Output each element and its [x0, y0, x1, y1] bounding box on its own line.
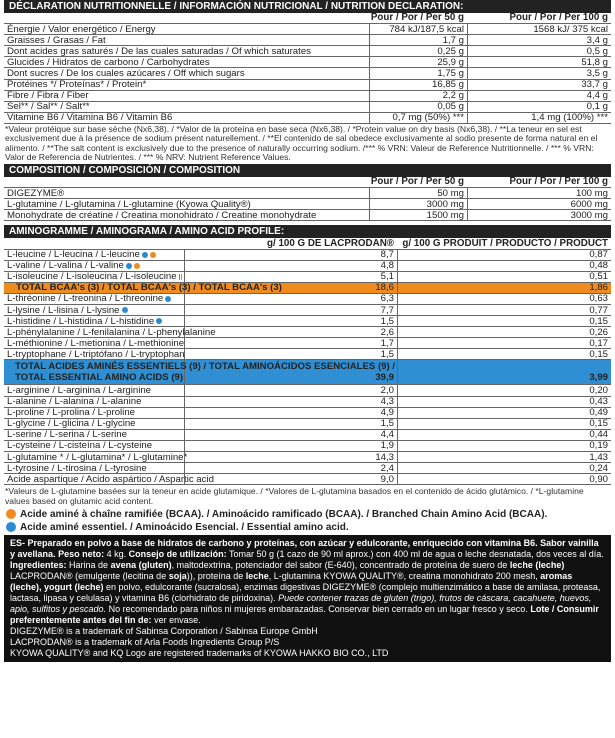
amino-row-label: L-proline / L-prolina / L-proline: [4, 408, 184, 419]
nutrition-footnote: *Valeur protéique sur base sèche (Nx6,38). / *Valor de la proteína en base seca (Nx6,38). / *Protein value on dry basis (Nx6,38). / **La teneur en sel est exclusivement due à la présence de sodium présent naturellement. / **El contenido de sal obedece exclusivamente al sodio presente de forma natural en el alimento. / **The salt content is exclusively due to the presence of naturally occurring sodium. /*** % VRN: Valeur de Reference Nutritionnelle. / *** % VRN: Valor de Referencia de Nutrientes. / *** % NRV: Nutrient Reference Values.: [5, 123, 598, 162]
composition-row-value-2: 100 mg: [467, 188, 611, 199]
amino-row-value-2: 0,15: [397, 419, 611, 430]
amino-row-value-1: 4,8: [184, 261, 397, 272]
amino-row-label: L-serine / L-serina / L-serine: [4, 430, 184, 441]
amino-row-label: L-phénylalanine / L-fenilalanina / L-phenylalanine: [4, 327, 184, 338]
nutrition-row-value-2: 1568 kJ/ 375 kcal: [467, 24, 611, 35]
product-description: ES- Preparado en polvo a base de hidratos de carbono y proteínas, con azúcar y edulcorante, enriquecido con vitamina B6. Sabor vainilla y avellana. Peso neto: 4 kg. Consejo de utilización: Tomar 50 g (1 cazo de 90 ml aprox.) con 400 ml de agua o leche desnatada, dos veces al día. Ingredientes: Harina de avena (gluten), maltodextrina, potenciador del sabor (E-640), concentrado de proteína de suero de leche (leche) LACPRODAN® (emulgente (lecitina de soja)), proteína de leche, L-glutamina KYOWA QUALITY®, creatina monohidrato 200 mesh, aromas (leche), yogurt (leche) en polvo, edulcorante (sucralosa), enzimas digestivas DIGEZYME® (complejo multienzimático a base de amilasa, proteasa, lactasa, lipasa y celulasa) y vitamina B6 (clorhidrato de piridoxina). Puede contener trazas de gluten (trigo), frutos de cáscara, cacahuete, huevos, apio, sulfitos y pescado. No recomendado para niños ni mujeres embarazadas. Conservar bien cerrado en un lugar fresco y seco. Lote / Consumir preferentemente antes del fin de: ver envase. DIGEZYME® is a trademark of Sabinsa Corporation / Sabinsa Europe GmbH LACPRODAN® is a trademark of Arla Foods Ingredients Group P/S KYOWA QUALITY® and KQ Logo are registered trademarks of KYOWA HAKKO BIO CO., LTD: [4, 535, 611, 662]
amino-row-value-1: 4,4: [184, 430, 397, 441]
amino-row-value-2: 1,43: [397, 452, 611, 463]
composition-row-label: DIGEZYME®: [4, 188, 369, 199]
amino-col2-header: g/ 100 G PRODUIT / PRODUCTO / PRODUCT: [397, 238, 611, 249]
composition-row-label: L-glutamine / L-glutamina / L-glutamine (Kyowa Quality®): [4, 199, 369, 210]
trademark-lacprodan: LACPRODAN® is a trademark of Arla Foods Ingredients Group P/S: [10, 636, 280, 647]
amino-row-value-1: 4,9: [184, 408, 397, 419]
nutrition-table: [4, 13, 611, 124]
amino-row-label: L-cysteine / L-cisteína / L-cysteine: [4, 441, 184, 452]
nutrition-row-label: Glucides / Hidratos de carbono / Carbohydrates: [4, 57, 369, 68]
composition-header-blank: [4, 177, 369, 188]
nutrition-row-value-1: 0,05 g: [369, 102, 467, 113]
amino-row-value-1: 1,7: [184, 338, 397, 349]
amino-row-value-2: 0,44: [397, 430, 611, 441]
blue-dot-icon: [165, 296, 171, 302]
amino-row-label: TOTAL BCAA's (3) / TOTAL BCAA's (3) / TOTAL BCAA's (3): [4, 283, 184, 294]
nutrition-header-blank: [4, 13, 369, 24]
nutrition-row-value-1: 2,2 g: [369, 91, 467, 102]
blue-dot-icon: [122, 307, 128, 313]
amino-row-value-1: 2,4: [184, 463, 397, 474]
nutrition-row-value-2: 33,7 g: [467, 80, 611, 91]
nutrition-row-value-2: 4,4 g: [467, 91, 611, 102]
blue-dot-icon: [126, 263, 132, 269]
amino-row-value-2: 0,17: [397, 338, 611, 349]
amino-row-value-2: 0,15: [397, 316, 611, 327]
amino-row-value-1: 7,7: [184, 305, 397, 316]
amino-row-label: L-méthionine / L-metionina / L-methionine: [4, 338, 184, 349]
amino-total-essential-label: TOTAL ACIDES AMINÉS ESSENTIELS (9) / TOTAL AMINOÁCIDOS ESENCIALES (9) / TOTAL ESSENTIAL AMINO ACIDS (9): [4, 360, 184, 385]
amino-row-label: L-lysine / L-lisina / L-lysine: [4, 305, 184, 316]
legend-essential-text: Acide aminé essentiel. / Aminoácido Esencial. / Essential amino acid.: [20, 521, 349, 533]
composition-col2-header: Pour / Por / Per 100 g: [467, 177, 611, 188]
trademark-digezyme: DIGEZYME® is a trademark of Sabinsa Corporation / Sabinsa Europe GmbH: [10, 625, 318, 636]
nutrition-row-value-2: 3,5 g: [467, 68, 611, 79]
amino-row-value-2: 0,63: [397, 294, 611, 305]
orange-dot-icon: [134, 263, 140, 269]
composition-row-value-2: 3000 mg: [467, 210, 611, 221]
nutrition-row-value-1: 25,9 g: [369, 57, 467, 68]
nutrition-row-value-1: 784 kJ/187,5 kcal: [369, 24, 467, 35]
amino-row-label: L-arginine / L-arginina / L-arginine: [4, 385, 184, 396]
amino-row-value-1: 1,9: [184, 441, 397, 452]
blue-dot-icon: [142, 252, 148, 258]
amino-row-label: L-tyrosine / L-tirosina / L-tyrosine: [4, 463, 184, 474]
amino-row-value-2: 0,48: [397, 261, 611, 272]
nutrition-row-value-1: 16,85 g: [369, 80, 467, 91]
amino-row-value-2: 0,26: [397, 327, 611, 338]
amino-row-label: L-glutamine * / L-glutamina* / L-glutamine*: [4, 452, 184, 463]
nutrition-row-label: Fibre / Fibra / Fiber: [4, 91, 369, 102]
composition-row-label: Monohydrate de créatine / Creatina monohidrato / Creatine monohydrate: [4, 210, 369, 221]
amino-row-label: L-histidine / L-histidina / L-histidine: [4, 316, 184, 327]
nutrition-row-label: Énergie / Valor energético / Energy: [4, 24, 369, 35]
nutrition-row-label: Graisses / Grasas / Fat: [4, 35, 369, 46]
amino-row-value-1: 2,0: [184, 385, 397, 396]
legend-essential: [4, 521, 611, 534]
amino-row-label: L-thréonine / L-treonina / L-threonine: [4, 294, 184, 305]
amino-row-value-2: 0,87: [397, 250, 611, 261]
amino-col1-header: g/ 100 G DE LACPRODAN®: [184, 238, 397, 249]
amino-row-value-2: 0,49: [397, 408, 611, 419]
nutrition-row-value-1: 1,7 g: [369, 35, 467, 46]
composition-col1-header: Pour / Por / Per 50 g: [369, 177, 467, 188]
amino-row-value-1: 1,5: [184, 316, 397, 327]
amino-row-value-2: 0,20: [397, 385, 611, 396]
composition-table: [4, 177, 611, 221]
amino-row-label: L-tryptophane / L-triptófano / L-tryptophan: [4, 349, 184, 360]
nutrition-row-value-1: 0,25 g: [369, 46, 467, 57]
legend-bcaa: [4, 508, 611, 521]
nutrition-row-value-2: 3,4 g: [467, 35, 611, 46]
nutrition-row-label: Dont sucres / De los cuales azúcares / Off which sugars: [4, 68, 369, 79]
amino-row-label: L-glycine / L-glicina / L-glycine: [4, 419, 184, 430]
nutrition-row-label: Protéines */ Proteínas* / Protein*: [4, 80, 369, 91]
amino-header-blank: [4, 238, 184, 249]
amino-row-value-1: 9,0: [184, 474, 397, 485]
amino-row-value-2: 0,24: [397, 463, 611, 474]
nutrition-row-label: Dont acides gras saturés / De las cuales saturadas / Of which saturates: [4, 46, 369, 57]
amino-row-label: L-leucine / L-leucina / L-leucine: [4, 250, 184, 261]
orange-dot-icon: [6, 509, 16, 519]
amino-row-value-1: 1,5: [184, 349, 397, 360]
amino-row-value-2: 0,15: [397, 349, 611, 360]
amino-row-value-1: 14,3: [184, 452, 397, 463]
nutrition-row-value-2: 1,4 mg (100%) ***: [467, 113, 611, 124]
amino-row-value-2: 3,99: [397, 360, 611, 385]
amino-row-value-2: 0,51: [397, 272, 611, 283]
nutrition-row-label: Vitamine B6 / Vitamina B6 / Vitamin B6: [4, 113, 369, 124]
amino-row-value-1: 18,6: [184, 283, 397, 294]
composition-row-value-1: 3000 mg: [369, 199, 467, 210]
amino-row-label: L-alanine / L-alanina / L-alanine: [4, 397, 184, 408]
amino-row-value-1: 8,7: [184, 250, 397, 261]
nutrition-row-value-2: 0,1 g: [467, 102, 611, 113]
amino-footnote: *Valeurs de L-glutamine basées sur la teneur en acide glutamique. / *Valores de L-glutamina basados en el contenido de ácido glutámico. / *L-glutamine values based on glutamic acid content.: [5, 486, 584, 506]
trademark-kyowa: KYOWA QUALITY® and KQ Logo are registered trademarks of KYOWA HAKKO BIO CO., LTD: [10, 647, 389, 658]
nutrition-row-value-1: 0,7 mg (50%) ***: [369, 113, 467, 124]
amino-row-value-1: 1,5: [184, 419, 397, 430]
nutrition-col2-header: Pour / Por / Per 100 g: [467, 13, 611, 24]
amino-row-value-1: 2,6: [184, 327, 397, 338]
amino-row-value-2: 0,43: [397, 397, 611, 408]
amino-row-value-2: 0,77: [397, 305, 611, 316]
nutrition-col1-header: Pour / Por / Per 50 g: [369, 13, 467, 24]
amino-row-value-2: 1,86: [397, 283, 611, 294]
amino-table: [4, 238, 611, 485]
composition-row-value-1: 50 mg: [369, 188, 467, 199]
composition-row-value-1: 1500 mg: [369, 210, 467, 221]
amino-row-value-2: 0,90: [397, 474, 611, 485]
composition-row-value-2: 6000 mg: [467, 199, 611, 210]
amino-row-label: L-valine / L-valina / L-valine: [4, 261, 184, 272]
amino-row-value-1: 39,9: [184, 360, 397, 385]
nutrition-row-label: Sel** / Sal** / Salt**: [4, 102, 369, 113]
legend-bcaa-text: Acide aminé à chaîne ramifiée (BCAA). / Aminoácido ramificado (BCAA). / Branched Chain Amino Acid (BCAA).: [20, 508, 548, 520]
nutrition-title: DÉCLARATION NUTRITIONNELLE / INFORMACIÓN NUTRICIONAL / NUTRITION DECLARATION:: [4, 0, 611, 13]
composition-title: COMPOSITION / COMPOSICIÓN / COMPOSITION: [4, 164, 611, 177]
nutrition-row-value-2: 0,5 g: [467, 46, 611, 57]
amino-title: AMINOGRAMME / AMINOGRAMA / AMINO ACID PROFILE:: [4, 225, 611, 238]
amino-row-value-1: 4,3: [184, 397, 397, 408]
blue-dot-icon: [6, 522, 16, 532]
amino-row-label: L-isoleucine / L-isoleucina / L-isoleucine: [4, 272, 184, 283]
orange-dot-icon: [150, 252, 156, 258]
amino-row-value-1: 5,1: [184, 272, 397, 283]
amino-row-value-1: 6,3: [184, 294, 397, 305]
nutrition-row-value-1: 1,75 g: [369, 68, 467, 79]
nutrition-row-value-2: 51,8 g: [467, 57, 611, 68]
blue-dot-icon: [156, 318, 162, 324]
amino-row-value-2: 0,19: [397, 441, 611, 452]
amino-row-label: Acide aspartique / Acido aspártico / Aspartic acid: [4, 474, 184, 485]
